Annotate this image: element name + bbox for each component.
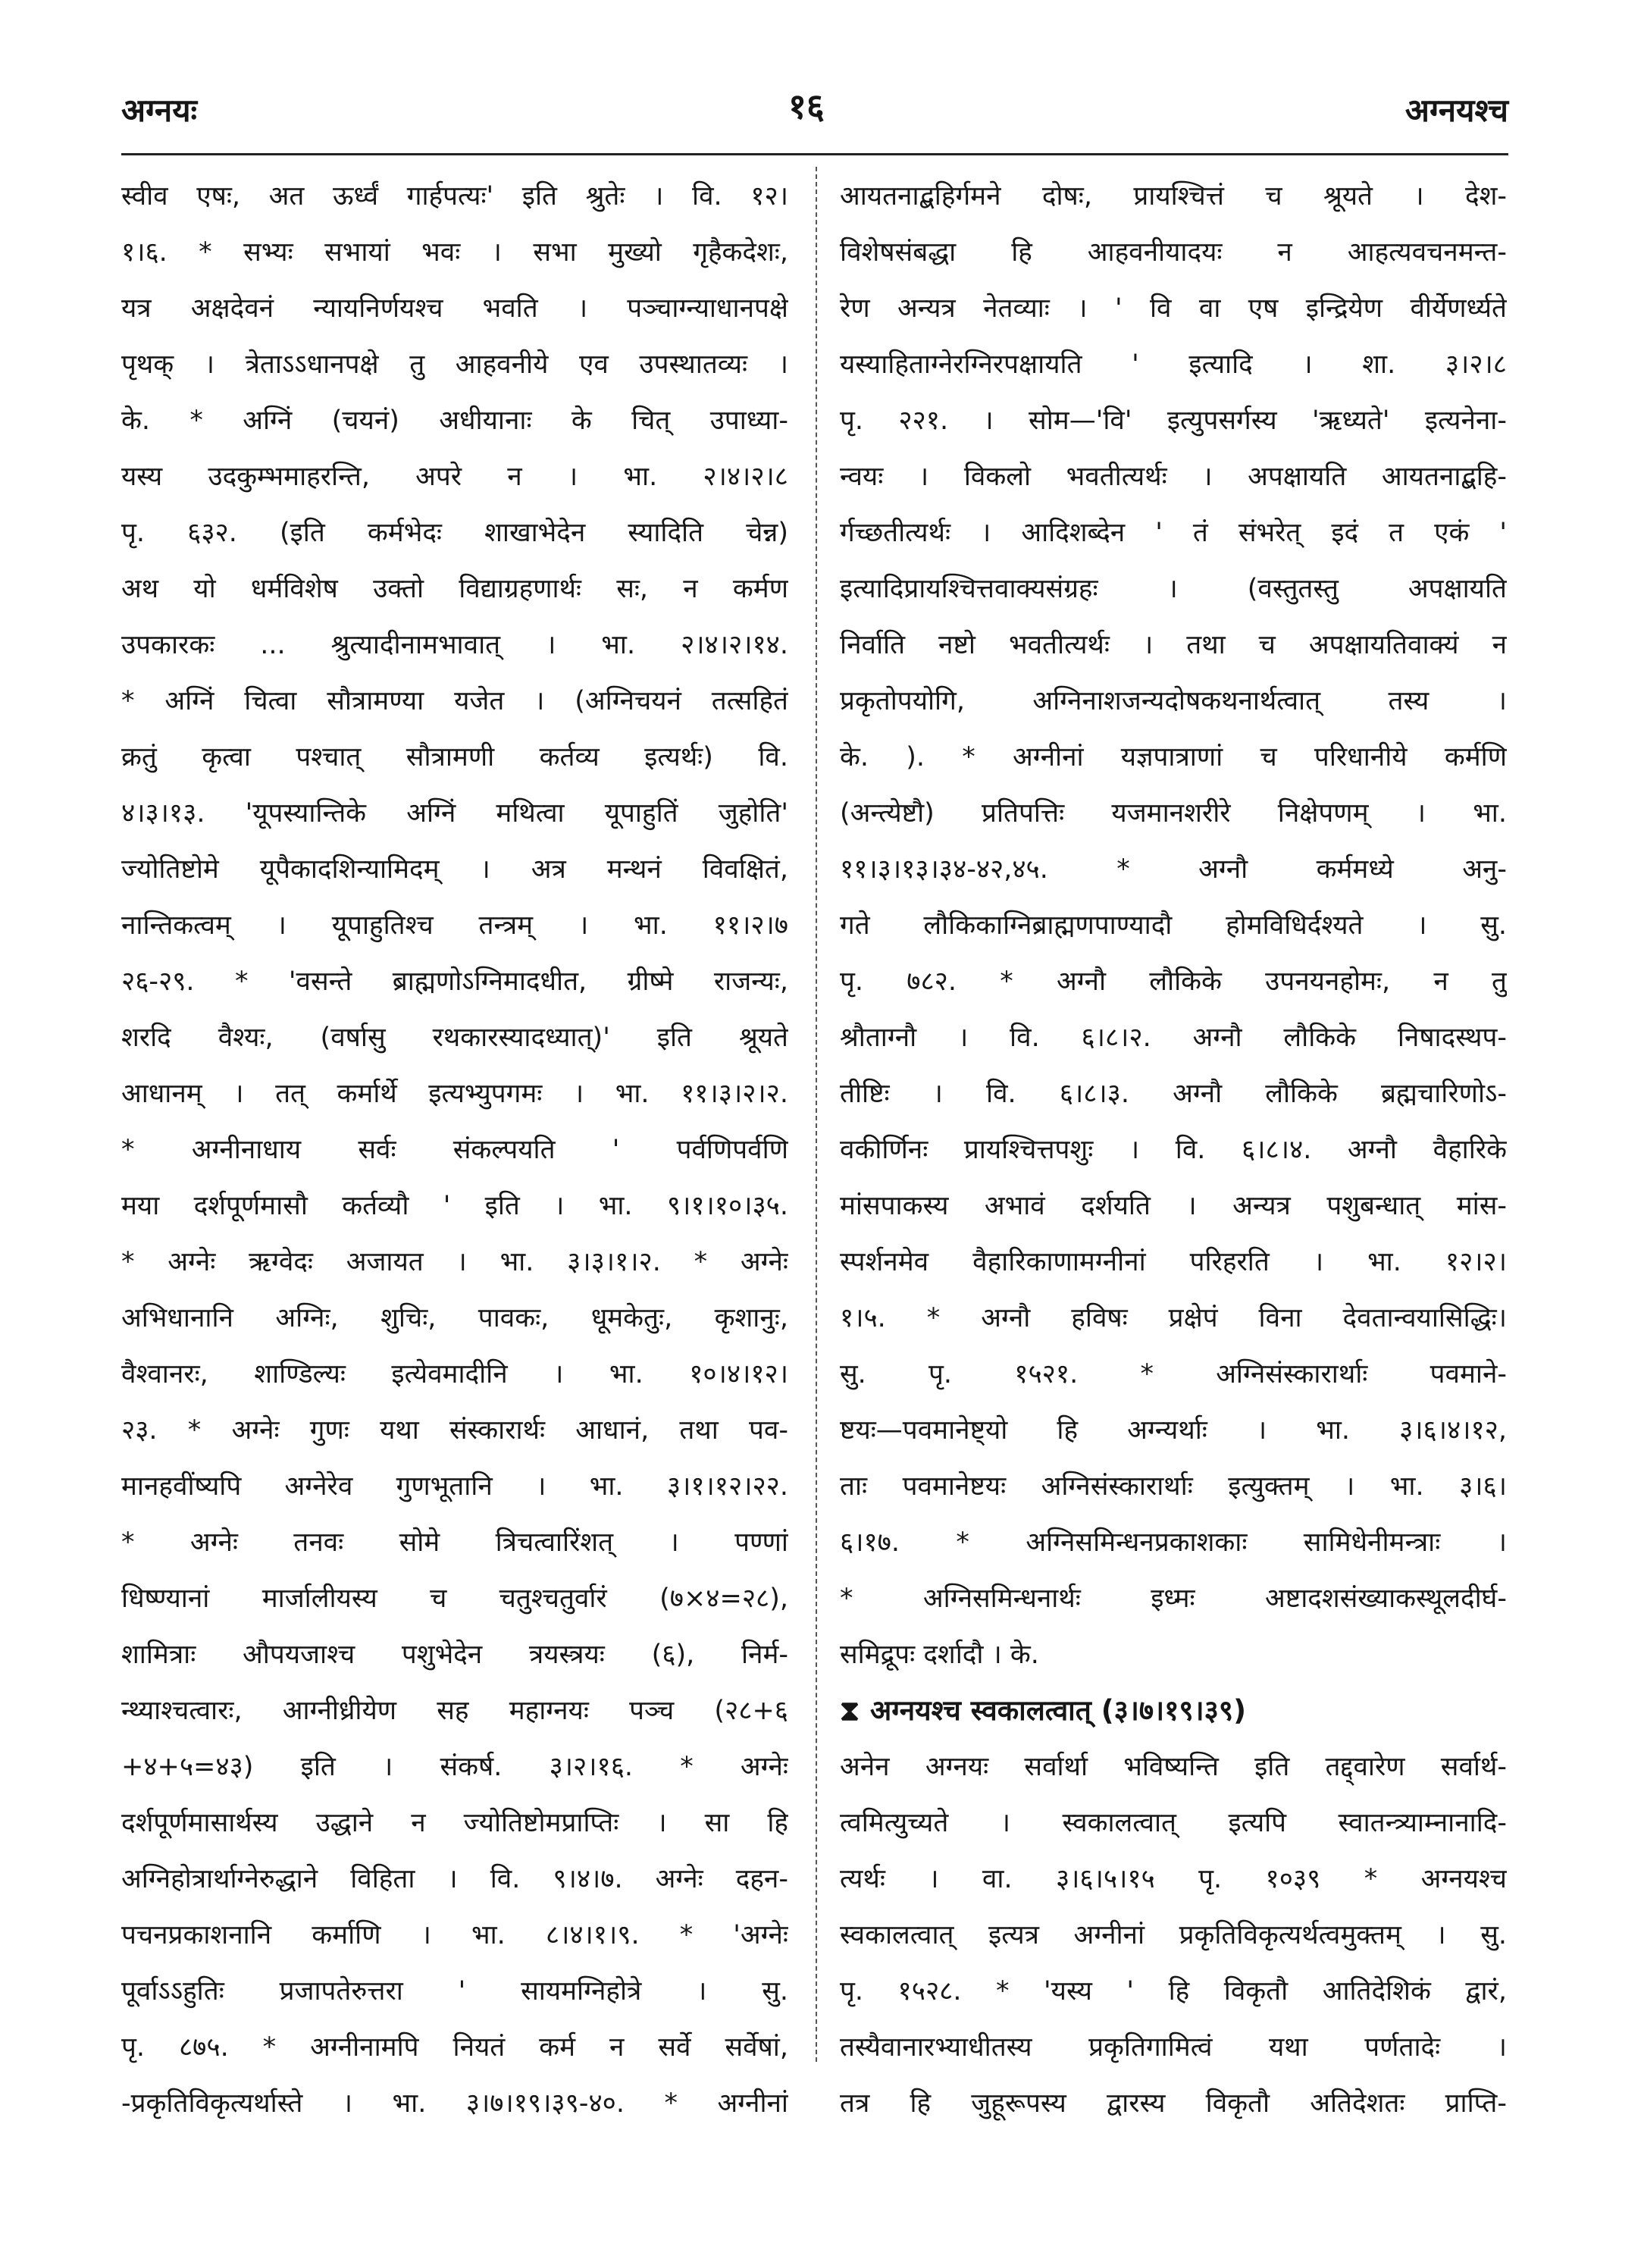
- text-line: श्रौताग्नौ । वि. ६।८।२. अग्नौ लौकिके निषादस्थप-: [840, 1023, 1507, 1053]
- text-line: * अग्नेः ऋग्वेदः अजायत । भा. ३।३।१।२. * अग्नेः: [121, 1247, 788, 1277]
- text-line: +४+५=४३) इति । संकर्ष. ३।२।१६. * अग्नेः: [121, 1752, 788, 1782]
- text-line: २६-२९. * 'वसन्ते ब्राह्मणोऽग्निमादधीत, ग्रीष्मे राजन्यः,: [121, 966, 788, 997]
- running-head-left: अग्नयः: [121, 92, 198, 129]
- text-line: * अग्नेः तनवः सोमे त्रिचत्वारिंशत् । पण्णां: [121, 1527, 788, 1558]
- text-line: स्पर्शनमेव वैहारिकाणामग्नीनां परिहरति । भा. १२।२।: [840, 1247, 1507, 1277]
- text-line: रेण अन्यत्र नेतव्याः । ' वि वा एष इन्द्रियेण वीर्येणर्ध्यते: [840, 293, 1507, 324]
- text-line: न्थ्याश्चत्वारः, आग्नीध्रीयेण सह महाग्नयः पञ्च (२८+६: [121, 1696, 788, 1726]
- text-line: वकीर्णिनः प्रायश्चित्तपशुः । वि. ६।८।४. अग्नौ वैहारिके: [840, 1135, 1507, 1165]
- text-line: आधानम् । तत् कर्मार्थे इत्यभ्युपगमः । भा. ११।३।२।२.: [121, 1079, 788, 1109]
- text-line: पृ. २२१. । सोम—'वि' इत्युपसर्गस्य 'ऋध्यते' इत्यनेना-: [840, 406, 1507, 436]
- text-line: अनेन अग्नयः सर्वार्था भविष्यन्ति इति तद्द्वारेण सर्वार्थ-: [840, 1752, 1507, 1782]
- text-line: पचनप्रकाशनानि कर्माणि । भा. ८।४।१।९. * 'अग्नेः: [121, 1920, 788, 1950]
- entry-heading: [840, 1683, 1507, 1739]
- text-line: * अग्निं चित्वा सौत्रामण्या यजेत । (अग्निचयनं तत्सहितं: [121, 686, 788, 716]
- left-column: [121, 168, 788, 2132]
- text-line: तस्यैवानारभ्याधीतस्य प्रकृतिगामित्वं यथा पर्णतादेः ।: [840, 2032, 1507, 2063]
- text-line: शामित्राः औपयजाश्च पशुभेदेन त्रयस्त्रयः (६), निर्म-: [121, 1640, 788, 1670]
- header-rule: [121, 153, 1508, 155]
- text-line: १।५. * अग्नौ हविषः प्रक्षेपं विना देवतान्वयासिद्धिः।: [840, 1303, 1507, 1333]
- text-line: २३. * अग्नेः गुणः यथा संस्कारार्थः आधानं, तथा पव-: [121, 1415, 788, 1446]
- text-line: न्वयः । विकलो भवतीत्यर्थः । अपक्षायति आयतनाद्बहि-: [840, 462, 1507, 492]
- text-line: स्वीव एषः, अत ऊर्ध्वं गार्हपत्यः' इति श्रुतेः । वि. १२।: [121, 181, 788, 211]
- text-line: इत्यादिप्रायश्चित्तवाक्यसंग्रहः । (वस्तुतस्तु अपक्षायति: [840, 574, 1507, 604]
- text-line: ६।१७. * अग्निसमिन्धनप्रकाशकाः सामिधेनीमन्त्राः ।: [840, 1527, 1507, 1558]
- text-line: मांसपाकस्य अभावं दर्शयति । अन्यत्र पशुबन्धात् मांस-: [840, 1191, 1507, 1221]
- text-line: नान्तिकत्वम् । यूपाहुतिश्च तन्त्रम् । भा. ११।२।७: [121, 910, 788, 941]
- text-line: ष्टयः—पवमानेष्ट्यो हि अग्न्यर्थाः । भा. ३।६।४।१२,: [840, 1415, 1507, 1446]
- running-head-right: अग्नयश्च: [1404, 92, 1508, 129]
- text-line: समिद्रूपः दर्शादौ । के.: [840, 1640, 1039, 1670]
- text-line: * अग्नीनाधाय सर्वः संकल्पयति ' पर्वणिपर्वणि: [121, 1135, 788, 1165]
- text-line: यस्याहिताग्नेरग्निरपक्षायति ' इत्यादि । शा. ३।२।८: [840, 349, 1507, 380]
- text-line: १।६. * सभ्यः सभायां भवः । सभा मुख्यो गृहैकदेशः,: [121, 237, 788, 268]
- text-line: दर्शपूर्णमासार्थस्य उद्धाने न ज्योतिष्टोमप्राप्तिः । सा हि: [121, 1808, 788, 1838]
- text-line: के. * अग्निं (चयनं) अधीयानाः के चित् उपाध्या-: [121, 406, 788, 436]
- text-line: र्गच्छतीत्यर्थः । आदिशब्देन ' तं संभरेत् इदं त एकं ': [840, 518, 1507, 548]
- text-line: यस्य उदकुम्भमाहरन्ति, अपरे न । भा. २।४।२।८: [121, 462, 788, 492]
- text-line: पृ. ६३२. (इति कर्मभेदः शाखाभेदेन स्यादिति चेन्न): [121, 518, 788, 548]
- text-line: धिष्ण्यानां मार्जालीयस्य च चतुश्चतुर्वारं (७×४=२८),: [121, 1584, 788, 1614]
- text-line: ताः पवमानेष्टयः अग्निसंस्कारार्थाः इत्युक्तम् । भा. ३।६।: [840, 1471, 1507, 1502]
- text-line: वैश्वानरः, शाण्डिल्यः इत्येवमादीनि । भा. १०।४।१२।: [121, 1359, 788, 1389]
- text-line: उपकारकः ... श्रुत्यादीनामभावात् । भा. २।४।२।१४.: [121, 630, 788, 660]
- text-line: आयतनाद्बहिर्गमने दोषः, प्रायश्चित्तं च श्रूयते । देश-: [840, 181, 1507, 211]
- text-line: विशेषसंबद्धा हि आहवनीयादयः न आहत्यवचनमन्त-: [840, 237, 1507, 268]
- text-line: निर्वाति नष्टो भवतीत्यर्थः । तथा च अपक्षायतिवाक्यं न: [840, 630, 1507, 660]
- text-line: अग्निहोत्रार्थाग्नेरुद्धाने विहिता । वि. ९।४।७. अग्नेः दहन-: [121, 1864, 788, 1894]
- text-line: ज्योतिष्टोमे यूपैकादशिन्यामिदम् । अत्र मन्थनं विवक्षितं,: [121, 854, 788, 885]
- hourglass-icon: ⧗: [840, 1694, 860, 1727]
- text-line: अभिधानानि अग्निः, शुचिः, पावकः, धूमकेतुः, कृशानुः,: [121, 1303, 788, 1333]
- text-line: त्यर्थः । वा. ३।६।५।१५ पृ. १०३९ * अग्नयश्च: [840, 1864, 1507, 1894]
- text-line: पृ. ७८२. * अग्नौ लौकिके उपनयनहोमः, न तु: [840, 966, 1507, 997]
- text-line: पूर्वाऽऽहुतिः प्रजापतेरुत्तरा ' सायमग्निहोत्रे । सु.: [121, 1976, 788, 2006]
- text-line: तत्र हि जुहूरूपस्य द्वारस्य विकृतौ अतिदेशतः प्राप्ति-: [840, 2088, 1507, 2119]
- text-line: (अन्त्येष्टौ) प्रतिपत्तिः यजमानशरीरे निक्षेपणम् । भा.: [840, 798, 1507, 829]
- right-column: [840, 168, 1507, 2132]
- text-line: शरदि वैश्यः, (वर्षासु रथकारस्यादध्यात्)' इति श्रूयते: [121, 1023, 788, 1053]
- text-line: स्वकालत्वात् इत्यत्र अग्नीनां प्रकृतिविकृत्यर्थत्वमुक्तम् । सु.: [840, 1920, 1507, 1950]
- text-line: पृ. ८७५. * अग्नीनामपि नियतं कर्म न सर्वे सर्वेषां,: [121, 2032, 788, 2063]
- text-line: यत्र अक्षदेवनं न्यायनिर्णयश्च भवति । पञ्चाग्न्याधानपक्षे: [121, 293, 788, 324]
- text-line: सु. पृ. १५२१. * अग्निसंस्कारार्थाः पवमाने-: [840, 1359, 1507, 1389]
- text-line: ११।३।१३।३४-४२,४५. * अग्नौ कर्ममध्ये अनु-: [840, 854, 1507, 885]
- text-line: क्रतुं कृत्वा पश्चात् सौत्रामणी कर्तव्य इत्यर्थः) वि.: [121, 742, 788, 772]
- text-line: के. ). * अग्नीनां यज्ञपात्राणां च परिधानीये कर्मणि: [840, 742, 1507, 772]
- text-line: -प्रकृतिविकृत्यर्थास्ते । भा. ३।७।१९।३९-४०. * अग्नीनां: [121, 2088, 788, 2119]
- page-number: १६: [788, 86, 825, 127]
- text-line: गते लौकिकाग्निब्राह्मणपाण्यादौ होमविधिर्दश्यते । सु.: [840, 910, 1507, 941]
- text-line: मया दर्शपूर्णमासौ कर्तव्यौ ' इति । भा. ९।१।१०।३५.: [121, 1191, 788, 1221]
- text-line: त्वमित्युच्यते । स्वकालत्वात् इत्यपि स्वातन्त्र्याम्नानादि-: [840, 1808, 1507, 1838]
- entry-heading-text: अग्नयश्च स्वकालत्वात् (३।७।१९।३९): [869, 1694, 1247, 1727]
- text-line: मानहवींष्यपि अग्नेरेव गुणभूतानि । भा. ३।१।१२।२२.: [121, 1471, 788, 1502]
- text-line: ४।३।१३. 'यूपस्यान्तिके अग्निं मथित्वा यूपाहुतिं जुहोति': [121, 798, 788, 829]
- column-divider: [816, 167, 817, 2062]
- page-header: [121, 73, 1508, 133]
- text-line: * अग्निसमिन्धनार्थः इध्मः अष्टादशसंख्याकस्थूलदीर्घ-: [840, 1584, 1507, 1614]
- text-line: प्रकृतोपयोगि, अग्निनाशजन्यदोषकथनार्थत्वात् तस्य ।: [840, 686, 1507, 716]
- text-line: तीष्टिः । वि. ६।८।३. अग्नौ लौकिके ब्रह्मचारिणोऽ-: [840, 1079, 1507, 1109]
- text-line: पृ. १५२८. * 'यस्य ' हि विकृतौ आतिदेशिकं द्वारं,: [840, 1976, 1507, 2006]
- text-line: अथ यो धर्मविशेष उक्तो विद्याग्रहणार्थः सः, न कर्मण: [121, 574, 788, 604]
- text-line: पृथक् । त्रेताऽऽधानपक्षे तु आहवनीये एव उपस्थातव्यः ।: [121, 349, 788, 380]
